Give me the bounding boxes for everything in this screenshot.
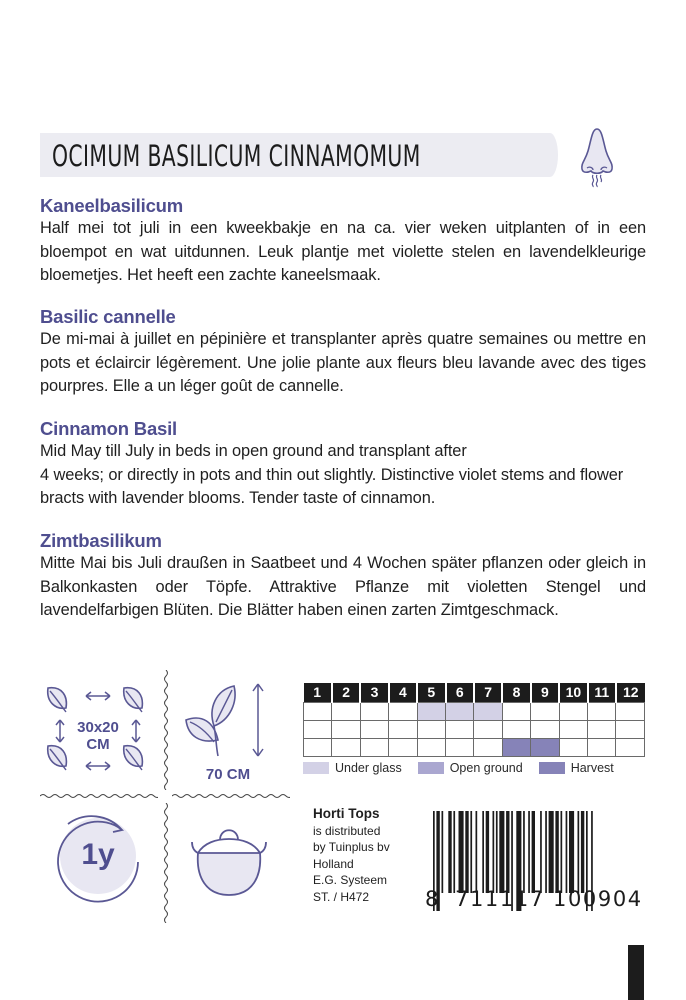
section-title: Kaneelbasilicum (40, 195, 184, 216)
month-1: 1 (304, 683, 332, 703)
calendar-cell (446, 739, 474, 757)
calendar-legend (303, 761, 645, 775)
section-text: Half mei tot juli in een kweekbakje en na ca. vier weken uitplanten of in een bloempot en wat uitdunnen. Leuk plantje met violette stelen en lavendelkleurige bloemetjes. Het heeft een zachte kaneelsmaak. (40, 219, 646, 284)
calendar-cell (531, 739, 559, 757)
section-text: 4 weeks; or directly in pots and thin out slightly. Distinctive violet stems and flower bracts with lavender blooms. Tender taste of cinnamon. (40, 465, 624, 507)
calendar-cell (389, 703, 417, 721)
calendar-cell (616, 703, 645, 721)
print-registration-mark (628, 945, 644, 1000)
legend-under-glass: Under glass (303, 761, 402, 775)
calendar-cell (588, 721, 616, 739)
calendar-cell (417, 721, 445, 739)
calendar-row-under-glass (304, 703, 645, 721)
nose-icon (575, 125, 619, 189)
month-9: 9 (531, 683, 559, 703)
calendar-cell (446, 703, 474, 721)
section-dutch (40, 195, 646, 288)
section-text-line1: Mid May till July in beds in open ground and transplant after (40, 442, 467, 460)
month-8: 8 (502, 683, 530, 703)
month-2: 2 (332, 683, 360, 703)
calendar-cell (360, 721, 388, 739)
calendar-cell (417, 739, 445, 757)
legend-swatch (539, 762, 565, 774)
lifecycle-label: 1y (81, 838, 115, 871)
section-english (40, 418, 646, 511)
calendar-cell (559, 739, 587, 757)
month-12: 12 (616, 683, 645, 703)
calendar-cell (616, 739, 645, 757)
month-11: 11 (588, 683, 616, 703)
calendar-cell (588, 739, 616, 757)
brand-name: Horti Tops (313, 806, 380, 821)
latin-name: OCIMUM BASILICUM CINNAMOMUM (52, 139, 421, 173)
divider (163, 803, 169, 923)
section-title: Cinnamon Basil (40, 418, 177, 439)
section-text: Mitte Mai bis Juli draußen in Saatbeet und 4 Wochen später pflanzen oder gleich in Balkonkasten oder Töpfe. Attraktive Pflanze mit violetten Stengel und lavendelfarbigen Blüten. Die Blätter haben einen zarten Zimtgeschmack. (40, 554, 646, 619)
calendar-cell (502, 739, 530, 757)
divider (163, 670, 169, 790)
calendar-cell (360, 703, 388, 721)
divider (40, 793, 158, 799)
month-4: 4 (389, 683, 417, 703)
divider (172, 793, 290, 799)
calendar-cell (446, 721, 474, 739)
month-10: 10 (559, 683, 587, 703)
month-3: 3 (360, 683, 388, 703)
legend-harvest: Harvest (539, 761, 614, 775)
calendar-cell (588, 703, 616, 721)
calendar-cell (389, 739, 417, 757)
month-5: 5 (417, 683, 445, 703)
legend-swatch (418, 762, 444, 774)
calendar-cell (304, 703, 332, 721)
calendar-cell (531, 721, 559, 739)
month-6: 6 (446, 683, 474, 703)
section-text: De mi-mai à juillet en pépinière et transplanter après quatre semaines ou mettre en pots et éclaircir légèrement. Une jolie plante aux fleurs bleu lavande avec des tiges pourpres. Elle a un léger goût de cannelle. (40, 330, 646, 395)
calendar-month-header (304, 683, 645, 703)
plant-height-icon (178, 680, 278, 760)
section-french (40, 306, 646, 399)
calendar-cell (332, 739, 360, 757)
calendar-cell (559, 721, 587, 739)
legend-swatch (303, 762, 329, 774)
sowing-calendar (303, 683, 645, 775)
calendar-cell (616, 721, 645, 739)
calendar-cell (559, 703, 587, 721)
barcode-right-group: 100904 (553, 887, 643, 911)
barcode-left-group: 711117 (455, 887, 545, 911)
section-title: Basilic cannelle (40, 306, 176, 327)
spacing-label: 30x20 CM (77, 719, 119, 753)
section-title: Zimtbasilikum (40, 530, 162, 551)
distributor-info: Horti Tops is distributed by Tuinplus bv Holland E.G. Systeem ST. / H472 (313, 806, 390, 904)
calendar-cell (389, 721, 417, 739)
pot-icon (180, 815, 276, 911)
legend-open-ground: Open ground (418, 761, 523, 775)
calendar-cell (502, 703, 530, 721)
calendar-cell (332, 703, 360, 721)
section-german (40, 530, 646, 623)
calendar-row-harvest (304, 739, 645, 757)
calendar-cell (531, 703, 559, 721)
calendar-cell (474, 739, 502, 757)
calendar-grid (303, 683, 645, 757)
calendar-cell (332, 721, 360, 739)
calendar-cell (417, 703, 445, 721)
height-label: 70 CM (205, 766, 251, 783)
calendar-row-open-ground (304, 721, 645, 739)
calendar-cell (304, 721, 332, 739)
calendar-cell (474, 721, 502, 739)
calendar-cell (474, 703, 502, 721)
calendar-cell (360, 739, 388, 757)
calendar-cell (502, 721, 530, 739)
barcode-first-digit: 8 (425, 887, 440, 911)
month-7: 7 (474, 683, 502, 703)
calendar-cell (304, 739, 332, 757)
